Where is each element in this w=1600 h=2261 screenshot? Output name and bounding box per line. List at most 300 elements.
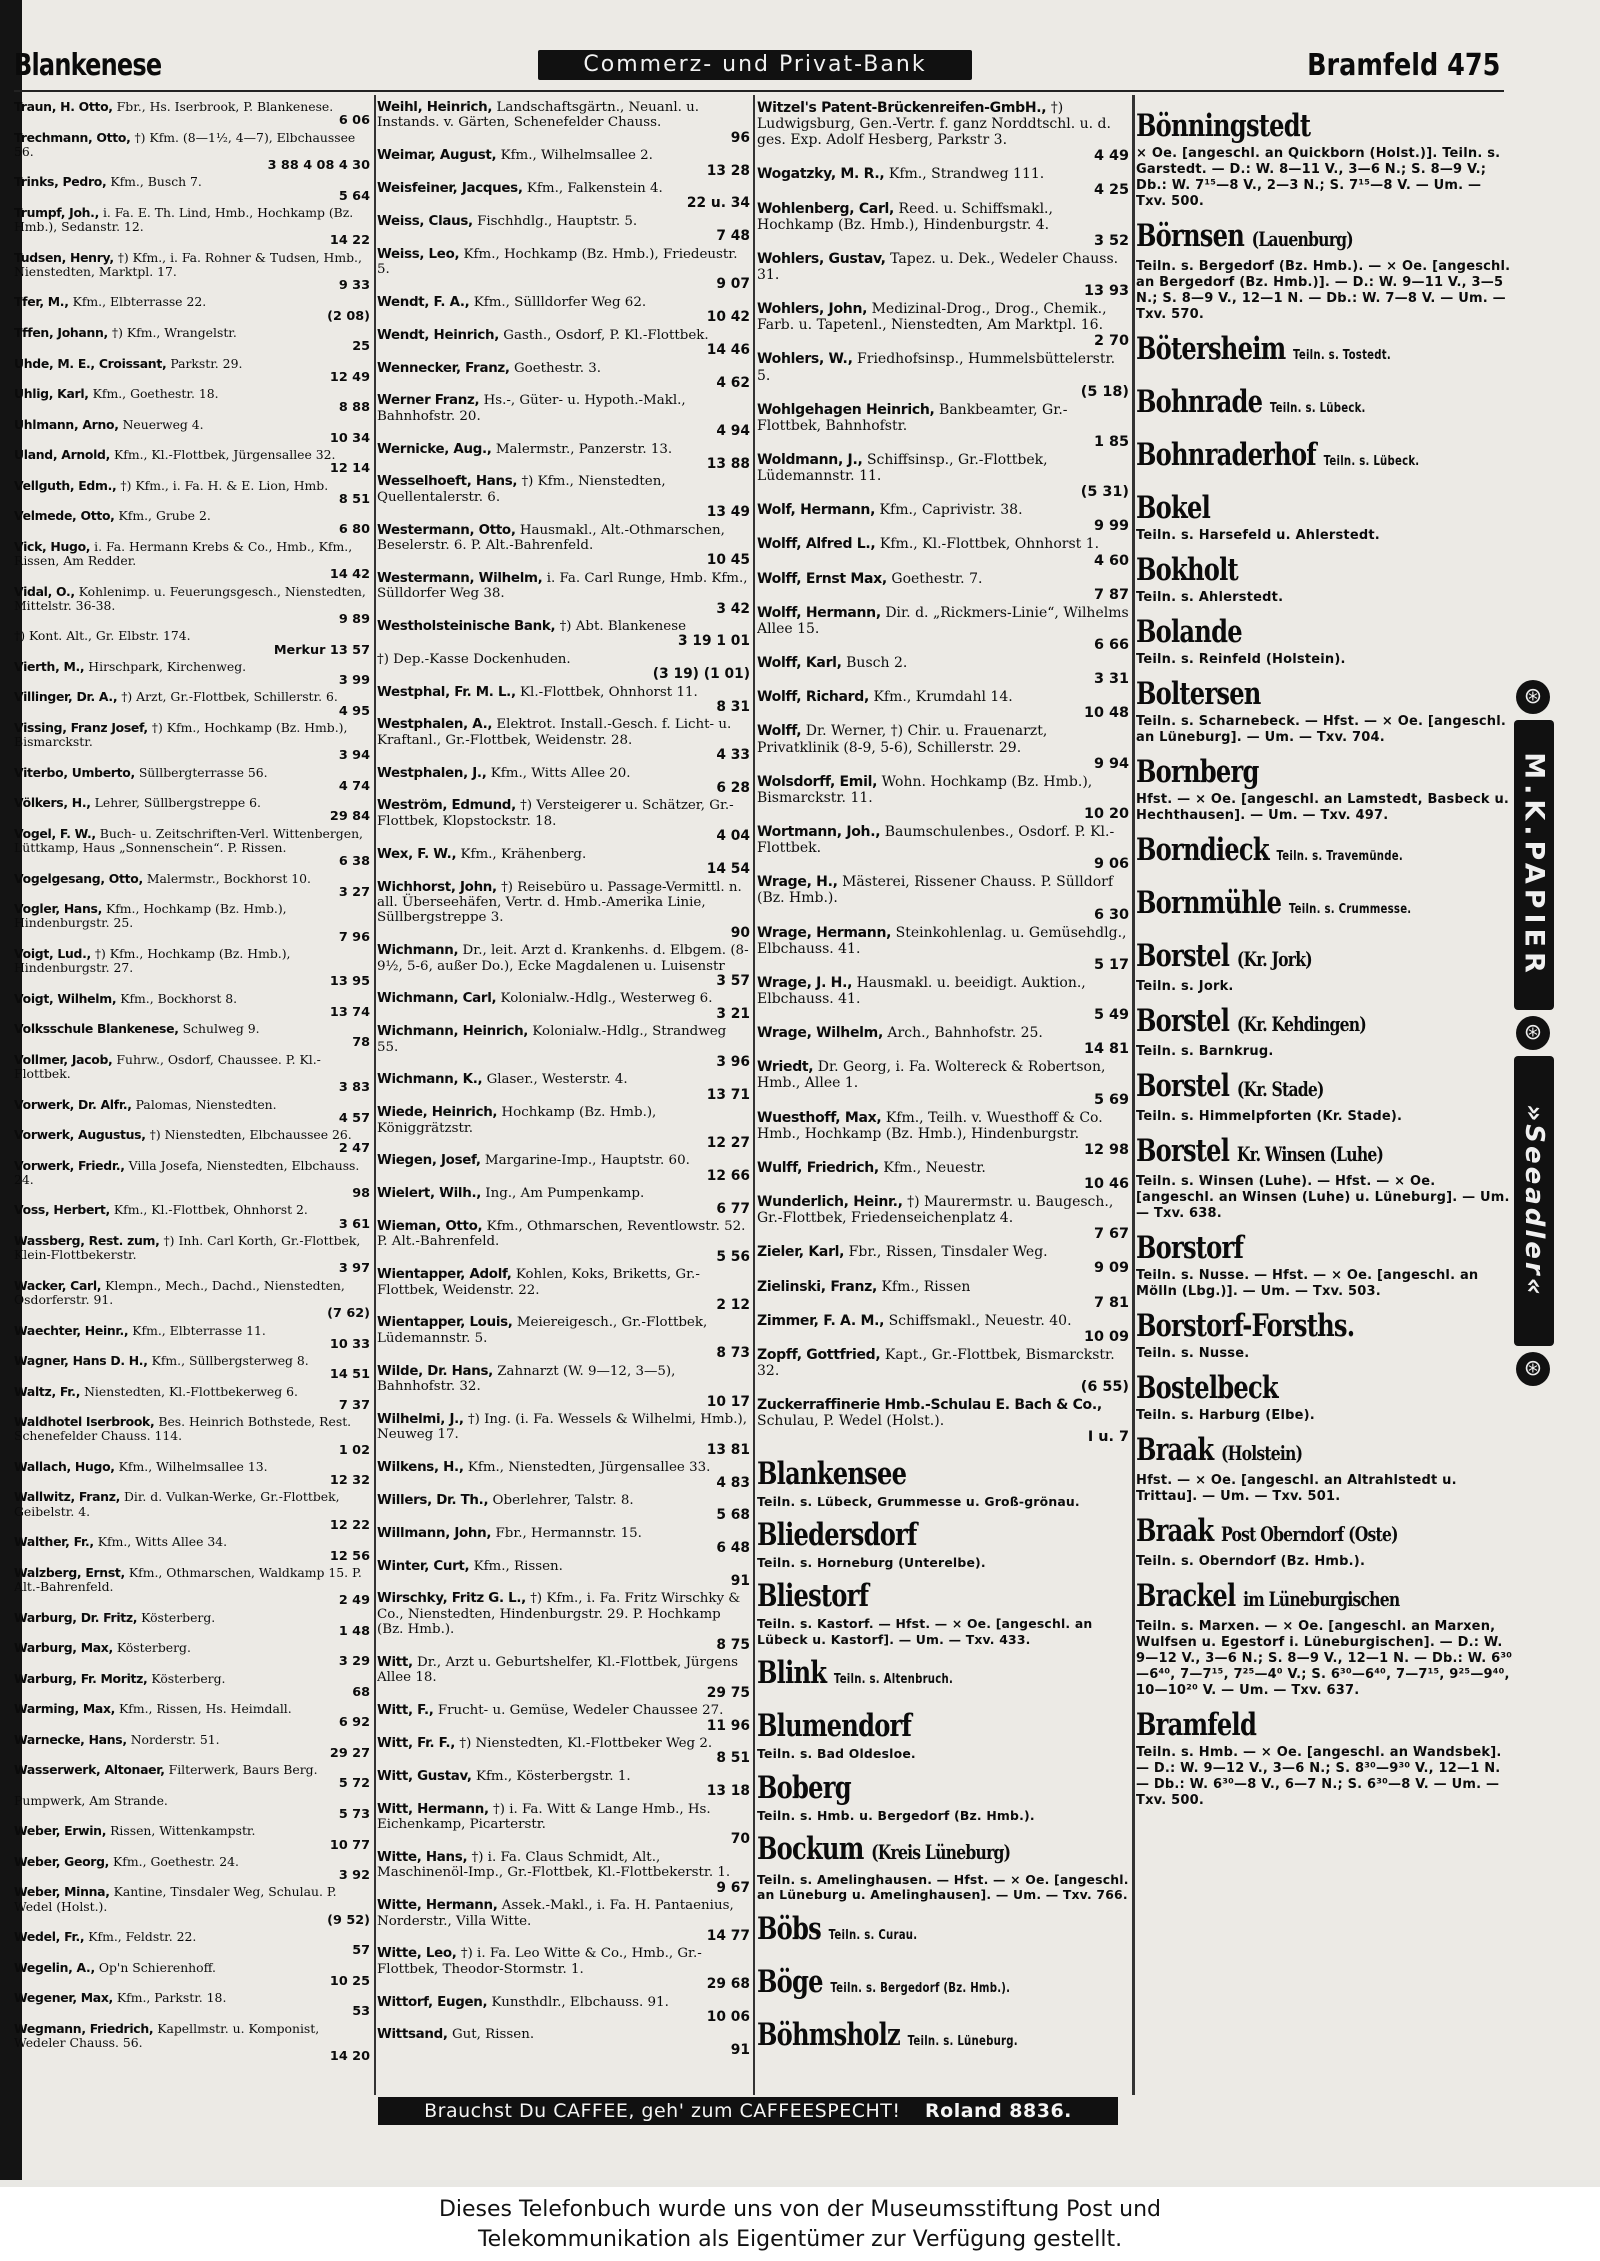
subscriber-details: Dr. Werner, †) Chir. u. Frauenarzt, Privatklinik (8-9, 5-6), Schillerstr. 29. — [757, 723, 1048, 756]
subscriber-name: Wieman, Otto, — [377, 1219, 483, 1235]
listing-entry — [14, 1855, 370, 1886]
subscriber-name: Wuesthoff, Max, — [757, 1109, 882, 1126]
place-details: Teiln. s. Hmb. u. Bergedorf (Bz. Hmb.). — [757, 1807, 1035, 1823]
phone-number: 12 66 — [706, 1167, 750, 1184]
listing-entry — [757, 1025, 1129, 1059]
listing-entry — [377, 1736, 750, 1769]
subscriber-details: Fbr., Rissen, Tinsdaler Weg. — [848, 1244, 1048, 1261]
place-name: Bokel — [1136, 490, 1210, 526]
phone-number: 9 99 — [1093, 518, 1129, 535]
listing-entry — [757, 925, 1129, 975]
place-entry — [1136, 1001, 1516, 1060]
listing-entry — [377, 100, 750, 148]
coffee-ad-phone: Roland 8836. — [925, 2100, 1072, 2122]
listing-entry — [757, 1313, 1129, 1347]
subscriber-name: Traun, H. Otto, — [14, 100, 113, 114]
subscriber-details: Kfm., Süllbergsterweg 8. — [151, 1353, 309, 1369]
subscriber-name: Wasserwerk, Altonaer, — [14, 1762, 165, 1778]
phone-number: (7 62) — [327, 1306, 370, 1322]
listing-entry — [14, 540, 370, 585]
phone-number: (3 19) (1 01) — [652, 666, 750, 683]
listing-entry — [757, 571, 1129, 605]
subscriber-details: Nienstedten, Kl.-Flottbekerweg 6. — [84, 1383, 298, 1399]
listing-entry — [14, 1763, 370, 1794]
subscriber-details: Gasth., Osdorf, P. Kl.-Flottbek. — [503, 327, 709, 343]
subscriber-details: Kapt., Gr.-Flottbek, Bismarckstr. 32. — [757, 1346, 1115, 1380]
subscriber-name: Wohlgehagen Heinrich, — [757, 401, 935, 418]
subscriber-name: Wilde, Dr. Hans, — [377, 1363, 493, 1379]
phone-number: 3 83 — [338, 1080, 370, 1096]
subscriber-name: Voss, Herbert, — [14, 1202, 110, 1218]
phone-number: 3 21 — [716, 1005, 750, 1022]
place-details: Teiln. s. Himmelpforten (Kr. Stade). — [1136, 1109, 1403, 1124]
place-entry — [1136, 674, 1516, 746]
subscriber-name: Wortmann, Joh., — [757, 824, 881, 841]
listing-entry — [757, 201, 1129, 251]
phone-number: 6 80 — [338, 522, 370, 538]
phone-number: 3 97 — [338, 1261, 370, 1277]
subscriber-details: Wohn. Hochkamp (Bz. Hmb.), Bismarckstr. 11. — [757, 773, 1093, 806]
place-district: (Kr. Stade) — [1236, 1077, 1324, 1101]
subscriber-details: Norderstr. 51. — [130, 1731, 220, 1747]
subscriber-name: Westermann, Otto, — [377, 522, 516, 538]
listing-entry — [377, 798, 750, 846]
phone-number: 13 95 — [329, 974, 370, 990]
place-name: Boberg — [757, 1769, 851, 1806]
place-details: Teiln. s. Lübeck, Grummesse u. Groß-grönau. — [757, 1493, 1080, 1509]
subscriber-details: Margarine-Imp., Hauptstr. 60. — [484, 1153, 690, 1169]
subscriber-details: Hochkamp (Bz. Hmb.), Königgrätzstr. — [377, 1105, 657, 1136]
subscriber-details: i. Fa. Hermann Krebs & Co., Hmb., Kfm., Rissen, Am Redder. — [14, 538, 353, 568]
place-heading — [1136, 435, 1432, 482]
subscriber-details: †) Kfm., Hochkamp (Bz. Hmb.), Hindenburgstr. 27. — [14, 945, 291, 976]
listing-entry — [377, 181, 750, 214]
listing-entry — [14, 1159, 370, 1204]
phone-number: 29 27 — [329, 1745, 370, 1761]
subscriber-name: Westphalen, A., — [377, 717, 493, 733]
phone-number: 9 09 — [1093, 1260, 1129, 1277]
subscriber-details: Meiereigesch., Gr.-Flottbek, Lüdemannstr. 5. — [377, 1315, 708, 1346]
subscriber-details: Kfm., Rissen — [881, 1278, 971, 1295]
phone-number: 7 67 — [1093, 1226, 1129, 1243]
subscriber-name: Wegener, Max, — [14, 1990, 113, 2006]
subscriber-name: Warming, Max, — [14, 1701, 116, 1717]
subscriber-details: Kfm., Witts Allee 34. — [97, 1534, 228, 1550]
phone-number: 14 42 — [329, 567, 370, 583]
phone-number: 3 94 — [338, 748, 370, 764]
place-name: Bockum — [757, 1830, 864, 1867]
place-heading — [1136, 1001, 1432, 1044]
subscriber-details: †) Versteigerer u. Schätzer, Gr.-Flottbek, Klopstockstr. 18. — [377, 798, 734, 829]
subscriber-details: Busch 2. — [846, 655, 908, 672]
phone-number: 5 73 — [338, 1807, 370, 1823]
phone-number: 12 32 — [329, 1473, 370, 1489]
subscriber-name: Wrage, Hermann, — [757, 924, 892, 941]
listing-entry — [377, 214, 750, 247]
place-reference: Teiln. s. Crummesse. — [1288, 902, 1412, 917]
subscriber-details: Kfm., Feldstr. 22. — [88, 1929, 197, 1945]
phone-number: 9 89 — [338, 612, 370, 628]
subscriber-details: Kfm., Elbterrasse 22. — [72, 294, 207, 310]
subscriber-name: Witt, — [377, 1655, 413, 1670]
subscriber-name: Weisfeiner, Jacques, — [377, 181, 523, 197]
place-entry — [1136, 830, 1516, 877]
ornament-icon: ⊛ — [1516, 1016, 1550, 1050]
listing-entry — [377, 328, 750, 361]
listing-entry — [14, 326, 370, 357]
phone-number: 14 77 — [706, 1927, 750, 1944]
listing-entry — [377, 1526, 750, 1559]
place-entry — [1136, 216, 1516, 323]
listing-entry — [14, 1824, 370, 1855]
listing-entry — [757, 1110, 1129, 1160]
listing-entry — [14, 721, 370, 766]
place-entry — [757, 1829, 1129, 1903]
subscriber-name: Witte, Hermann, — [377, 1898, 498, 1914]
phone-number: 6 92 — [338, 1715, 370, 1731]
place-entry — [1136, 1228, 1516, 1300]
subscriber-details: Fuhrw., Osdorf, Chaussee. P. Kl.-Flottbek. — [14, 1051, 321, 1081]
subscriber-details: Kfm., Rissen. — [473, 1558, 563, 1574]
subscriber-name: Vorwerk, Augustus, — [14, 1127, 146, 1143]
listing-entry — [14, 251, 370, 296]
subscriber-name: Voigt, Lud., — [14, 945, 91, 961]
listing-entry — [757, 1160, 1129, 1194]
side-advertisement — [1512, 680, 1556, 1390]
subscriber-name: Wernicke, Aug., — [377, 441, 492, 457]
phone-number: 5 68 — [716, 1507, 750, 1524]
subscriber-name: Wolff, Alfred L., — [757, 536, 876, 553]
place-district: (Kr. Kehdingen) — [1236, 1012, 1366, 1036]
subscriber-details: †) Kfm., i. Fa. Fritz Wirschky & Co., Nienstedten, Hindenburgstr. 29. P. Hochkamp (Bz. Hmb.). — [377, 1591, 741, 1638]
listing-column-2 — [377, 100, 750, 2085]
phone-number: 3 88 4 08 4 30 — [267, 158, 370, 174]
place-name: Bramfeld — [1136, 1707, 1257, 1743]
place-heading — [1136, 1306, 1432, 1346]
subscriber-details: Klempn., Mech., Dachd., Nienstedten, Osdorferstr. 91. — [14, 1277, 345, 1307]
subscriber-details: Landschaftsgärtn., Neuanl. u. Instands. v. Gärten, Schenefelder Chauss. — [377, 100, 700, 131]
phone-number: 2 12 — [716, 1297, 750, 1314]
subscriber-details: Kfm., Kl.-Flottbek, Jürgensallee 32. — [114, 447, 336, 463]
listing-entry — [377, 991, 750, 1024]
listing-entry — [14, 387, 370, 418]
phone-number: 4 33 — [716, 747, 750, 764]
phone-number: 3 57 — [716, 972, 750, 989]
subscriber-details: Elektrot. Install.-Gesch. f. Licht- u. Kraftanl., Gr.-Flottbek, Weidenstr. 28. — [377, 717, 732, 748]
subscriber-details: Hausmakl. u. beeidigt. Auktion., Elbchauss. 41. — [757, 974, 1086, 1007]
subscriber-details: Friedhofsinsp., Hummelsbüttelerstr. 5. — [757, 351, 1116, 384]
subscriber-name: Zielinski, Franz, — [757, 1278, 877, 1295]
subscriber-name: Uhlig, Karl, — [14, 386, 89, 402]
subscriber-name: Wacker, Carl, — [14, 1277, 102, 1293]
place-details: Teiln. s. Horneburg (Unterelbe). — [757, 1554, 986, 1570]
place-heading — [1136, 1705, 1432, 1745]
phone-number: 22 u. 34 — [686, 195, 750, 212]
listing-entry — [14, 1128, 370, 1159]
place-heading — [1136, 1576, 1432, 1619]
subscriber-name: Weihl, Heinrich, — [377, 100, 493, 115]
subscriber-details: Parkstr. 29. — [170, 355, 243, 371]
place-district: (Kr. Jork) — [1236, 947, 1312, 971]
subscriber-details: Kfm., Krumdahl 14. — [873, 689, 1013, 706]
phone-number: 10 06 — [706, 2008, 750, 2025]
subscriber-details: Villa Josefa, Nienstedten, Elbchauss. 24. — [14, 1157, 360, 1187]
subscriber-details: Kohlenimp. u. Feuerungsgesch., Nienstedten, Mittelstr. 36-38. — [14, 583, 366, 613]
listing-entry — [757, 689, 1129, 723]
subscriber-name: Wesselhoeft, Hans, — [377, 474, 518, 490]
phone-number: 91 — [730, 1572, 750, 1589]
header-left-place: Blankenese — [14, 48, 162, 83]
listing-entry — [14, 1354, 370, 1385]
place-index-col3 — [757, 1454, 1129, 2062]
place-entry — [757, 1515, 1129, 1570]
listing-entry — [377, 1493, 750, 1526]
phone-number: 10 34 — [329, 430, 370, 446]
subscriber-name: Wientapper, Louis, — [377, 1315, 513, 1331]
place-heading — [757, 1515, 1047, 1555]
listing-entry — [14, 509, 370, 540]
phone-number: 29 84 — [329, 809, 370, 825]
place-district: Post Oberndorf (Oste) — [1221, 1522, 1398, 1546]
subscriber-name: Volksschule Blankenese, — [14, 1021, 179, 1037]
subscriber-name: Wolsdorff, Emil, — [757, 773, 878, 790]
place-name: Böge — [757, 1963, 823, 2000]
phone-number: 10 42 — [706, 309, 750, 326]
place-name: Bohnrade — [1136, 384, 1263, 420]
subscriber-details: Assek.-Makl., i. Fa. H. Pantaenius, Norderstr., Villa Witte. — [377, 1898, 734, 1929]
phone-number: 11 96 — [706, 1717, 750, 1734]
place-details: Teiln. s. Nusse. — [1136, 1346, 1250, 1361]
subscriber-name: Velmede, Otto, — [14, 508, 115, 524]
subscriber-name: Willers, Dr. Th., — [377, 1492, 489, 1508]
phone-number: 13 81 — [706, 1441, 750, 1458]
place-entry — [1136, 488, 1516, 544]
subscriber-details: Buch- u. Zeitschriften-Verl. Wittenbergen, Lüttkamp, Haus „Sonnenschein“. P. Rissen. — [14, 825, 363, 856]
place-entry — [1136, 1306, 1516, 1362]
subscriber-name: Wientapper, Adolf, — [377, 1267, 512, 1283]
listing-entry — [377, 619, 750, 652]
listing-entry — [14, 1203, 370, 1234]
subscriber-name: Uhde, M. E., Croissant, — [14, 355, 167, 371]
phone-number: 3 52 — [1093, 232, 1129, 249]
listing-entry — [757, 536, 1129, 570]
subscriber-details: Kfm., Bockhorst 8. — [120, 990, 238, 1006]
listing-entry — [757, 100, 1129, 166]
listing-entry — [14, 1415, 370, 1460]
subscriber-name: Waldhotel Iserbrook, — [14, 1414, 155, 1430]
phone-number: 10 45 — [706, 552, 750, 569]
side-ad-product-box — [1514, 1056, 1554, 1346]
listing-entry — [14, 175, 370, 206]
place-entry — [1136, 382, 1516, 429]
place-details: Teiln. s. Scharnebeck. — Hfst. — × Oe. [angeschl. an Lüneburg]. — Um. — Txv. 704. — [1136, 714, 1507, 745]
subscriber-name: Wolff, Richard, — [757, 689, 870, 706]
subscriber-name: Trechmann, Otto, — [14, 129, 131, 145]
subscriber-details: Kösterberg. — [116, 1640, 191, 1656]
phone-number: 2 47 — [338, 1141, 370, 1157]
phone-number: 8 73 — [716, 1345, 750, 1362]
phone-number: 7 87 — [1093, 586, 1129, 603]
subscriber-name: Wrage, H., — [757, 874, 838, 891]
listing-entry — [757, 1059, 1129, 1109]
subscriber-name: Wennecker, Franz, — [377, 360, 510, 376]
subscriber-name: Wulff, Friedrich, — [757, 1159, 879, 1176]
place-details: × Oe. [angeschl. an Quickborn (Holst.)]. Teiln. s. Garstedt. — D.: W. 8—11 V., 3—6 N.; S. 8—9 V.; Db.: W. 7¹⁵—8 V., 2—3 N.; S. 7¹⁵—8 V. — Um. — Txv. 500. — [1136, 146, 1501, 209]
subscriber-details: †) Ing. (i. Fa. Wessels & Wilhelmi, Hmb.), Neuweg 17. — [377, 1411, 747, 1443]
phone-number: 4 62 — [716, 374, 750, 391]
listing-entry — [14, 585, 370, 630]
place-reference: Teiln. s. Lüneburg. — [907, 2033, 1018, 2049]
place-entry — [1136, 612, 1516, 668]
listing-entry — [757, 824, 1129, 874]
phone-number: 14 46 — [706, 342, 750, 359]
place-entry — [1136, 106, 1516, 210]
phone-number: 4 25 — [1093, 182, 1129, 199]
phone-number: 12 22 — [329, 1517, 370, 1533]
listing-entry — [757, 874, 1129, 924]
subscriber-details: Pumpwerk, Am Strande. — [14, 1792, 168, 1808]
phone-number: 5 72 — [338, 1776, 370, 1792]
subscriber-details: Kfm., Falkenstein 4. — [526, 181, 663, 197]
phone-number: 12 14 — [329, 461, 370, 477]
provenance-note — [0, 2187, 1600, 2261]
subscriber-name: Witt, Gustav, — [377, 1768, 472, 1784]
phone-number: 4 74 — [338, 778, 370, 794]
subscriber-details: Kfm., Strandweg 111. — [888, 166, 1045, 183]
subscriber-details: Kfm., Hochkamp (Bz. Hmb.), Hindenburgstr. 25. — [14, 901, 287, 931]
phone-number: 70 — [730, 1831, 750, 1848]
listing-entry — [14, 1385, 370, 1416]
phone-number: 91 — [730, 2041, 750, 2058]
phone-number: 10 48 — [1083, 705, 1129, 722]
listing-entry — [377, 247, 750, 295]
listing-entry — [757, 1279, 1129, 1313]
subscriber-name: Wichhorst, John, — [377, 879, 497, 895]
phone-number: 1 85 — [1093, 433, 1129, 450]
place-entry — [757, 1962, 1129, 2009]
listing-entry — [14, 1961, 370, 1992]
subscriber-name: Wiegen, Josef, — [377, 1153, 481, 1169]
subscriber-details: Kfm., Nienstedten, Jürgensallee 33. — [467, 1460, 711, 1476]
subscriber-details: Kfm., Othmarschen, Waldkamp 15. P. Alt.-Bahrenfeld. — [14, 1564, 362, 1595]
listing-entry — [14, 1490, 370, 1535]
subscriber-name: Wallwitz, Franz, — [14, 1489, 121, 1505]
place-entry — [1136, 1511, 1516, 1570]
place-heading — [1136, 830, 1432, 877]
provenance-line-1: Dieses Telefonbuch wurde uns von der Museumsstiftung Post und — [438, 2197, 1162, 2222]
phone-number: 14 81 — [1083, 1041, 1129, 1058]
listing-entry — [14, 947, 370, 992]
place-name: Borndieck — [1136, 832, 1269, 868]
place-name: Böhmsholz — [757, 2016, 900, 2053]
place-reference: Teiln. s. Travemünde. — [1276, 849, 1403, 864]
subscriber-details: †) Maurermstr. u. Baugesch., Gr.-Flottbek, Friedenseichenplatz 4. — [757, 1194, 1114, 1227]
subscriber-details: Op'n Schierenhoff. — [98, 1959, 216, 1975]
listing-entry — [14, 1702, 370, 1733]
place-district: Kr. Winsen (Luhe) — [1236, 1142, 1384, 1166]
place-entry — [1136, 1368, 1516, 1424]
subscriber-name: Witt, F., — [377, 1703, 434, 1719]
phone-number: 12 98 — [1083, 1141, 1129, 1158]
subscriber-details: i. Fa. Carl Runge, Hmb. Kfm., Sülldorfer Weg 38. — [377, 570, 748, 602]
listing-entry — [14, 1641, 370, 1672]
subscriber-details: Schulau, P. Wedel (Holst.). — [757, 1413, 945, 1430]
listing-entry — [14, 1611, 370, 1642]
listing-entry — [757, 1244, 1129, 1278]
phone-number: 2 49 — [338, 1593, 370, 1609]
listing-entry — [377, 717, 750, 765]
subscriber-details: Kfm., Goethestr. 18. — [92, 386, 219, 402]
listing-entry — [14, 766, 370, 797]
subscriber-details: Kösterberg. — [141, 1609, 216, 1625]
subscriber-name: Zuckerraffinerie Hmb.-Schulau E. Bach & Co., — [757, 1397, 1102, 1414]
place-entry — [1136, 752, 1516, 824]
place-name: Braak — [1136, 1432, 1214, 1468]
subscriber-details: †) Kfm., Hochkamp (Bz. Hmb.), Bismarckstr. — [14, 719, 348, 750]
place-heading — [1136, 488, 1432, 528]
place-details: Teiln. s. Harsefeld u. Ahlerstedt. — [1136, 528, 1380, 543]
place-heading — [1136, 1368, 1432, 1408]
subscriber-details: Kfm., Wilhelmsallee 2. — [500, 148, 653, 164]
place-heading — [757, 1768, 1047, 1808]
place-name: Bönningstedt — [1136, 108, 1311, 144]
listing-entry — [757, 402, 1129, 452]
subscriber-details: †) Kont. Alt., Gr. Elbstr. 174. — [14, 628, 191, 644]
subscriber-details: Bankbeamter, Gr.-Flottbek, Bahnhofstr. — [757, 401, 1068, 434]
phone-number: 1 48 — [338, 1623, 370, 1639]
subscriber-details: Kl.-Flottbek, Ohnhorst 11. — [520, 684, 698, 700]
subscriber-name: Westermann, Wilhelm, — [377, 570, 543, 586]
subscriber-name: Wichmann, Carl, — [377, 991, 497, 1007]
phone-number: 90 — [730, 924, 750, 941]
phone-number: 8 88 — [338, 400, 370, 416]
listing-entry — [377, 1267, 750, 1315]
subscriber-details: Kantine, Tinsdaler Weg, Schulau. P. Wedel (Holst.). — [14, 1884, 337, 1914]
subscriber-name: Wolf, Hermann, — [757, 502, 876, 519]
subscriber-details: Tapez. u. Dek., Wedeler Chauss. 31. — [757, 250, 1119, 283]
subscriber-details: Filterwerk, Baurs Berg. — [168, 1762, 318, 1778]
place-name: Bötersheim — [1136, 331, 1286, 367]
subscriber-name: Wielert, Wilh., — [377, 1186, 482, 1202]
place-heading — [1136, 674, 1432, 714]
subscriber-details: Schiffsinsp., Gr.-Flottbek, Lüdemannstr. 11. — [757, 451, 1048, 485]
subscriber-details: Kfm., Kl.-Flottbek, Ohnhorst 1. — [879, 536, 1100, 553]
place-name: Braak — [1136, 1513, 1214, 1549]
place-heading — [1136, 1228, 1432, 1268]
subscriber-details: Kfm., Goethestr. 24. — [113, 1853, 239, 1869]
subscriber-details: Dir. d. „Rickmers-Linie“, Wilhelms Allee 15. — [757, 604, 1129, 637]
subscriber-details: Gut, Rissen. — [451, 2027, 535, 2043]
phone-number: 10 17 — [706, 1393, 750, 1410]
listing-entry — [14, 1234, 370, 1279]
place-heading — [757, 1909, 1047, 1956]
place-name: Bostelbeck — [1136, 1370, 1278, 1406]
column-divider — [753, 95, 755, 2095]
subscriber-name: Weström, Edmund, — [377, 798, 516, 814]
listing-entry — [377, 766, 750, 799]
phone-number: 14 20 — [329, 2049, 370, 2065]
place-details: Teiln. s. Bergedorf (Bz. Hmb.). — × Oe. [angeschl. an Bergedorf (Bz. Hmb.)]. — D.: W. 9—11 V., 3—5 N.; S. 8—9 V., 12—1 N. — Db.: W. 7—8 V. — Um. — Txv. 570. — [1136, 259, 1511, 322]
phone-number: 6 28 — [716, 780, 750, 797]
phone-number: 3 96 — [716, 1053, 750, 1070]
subscriber-name: Weber, Georg, — [14, 1853, 110, 1869]
phone-number: 10 33 — [329, 1336, 370, 1352]
subscriber-name: Wohlers, W., — [757, 351, 853, 368]
subscriber-details: Fbr., Hs. Iserbrook, P. Blankenese. — [116, 100, 334, 114]
subscriber-name: Witte, Leo, — [377, 1946, 457, 1962]
subscriber-details: Zahnarzt (W. 9—12, 3—5), Bahnhofstr. 32. — [377, 1363, 676, 1395]
subscriber-name: Wex, F. W., — [377, 846, 457, 862]
